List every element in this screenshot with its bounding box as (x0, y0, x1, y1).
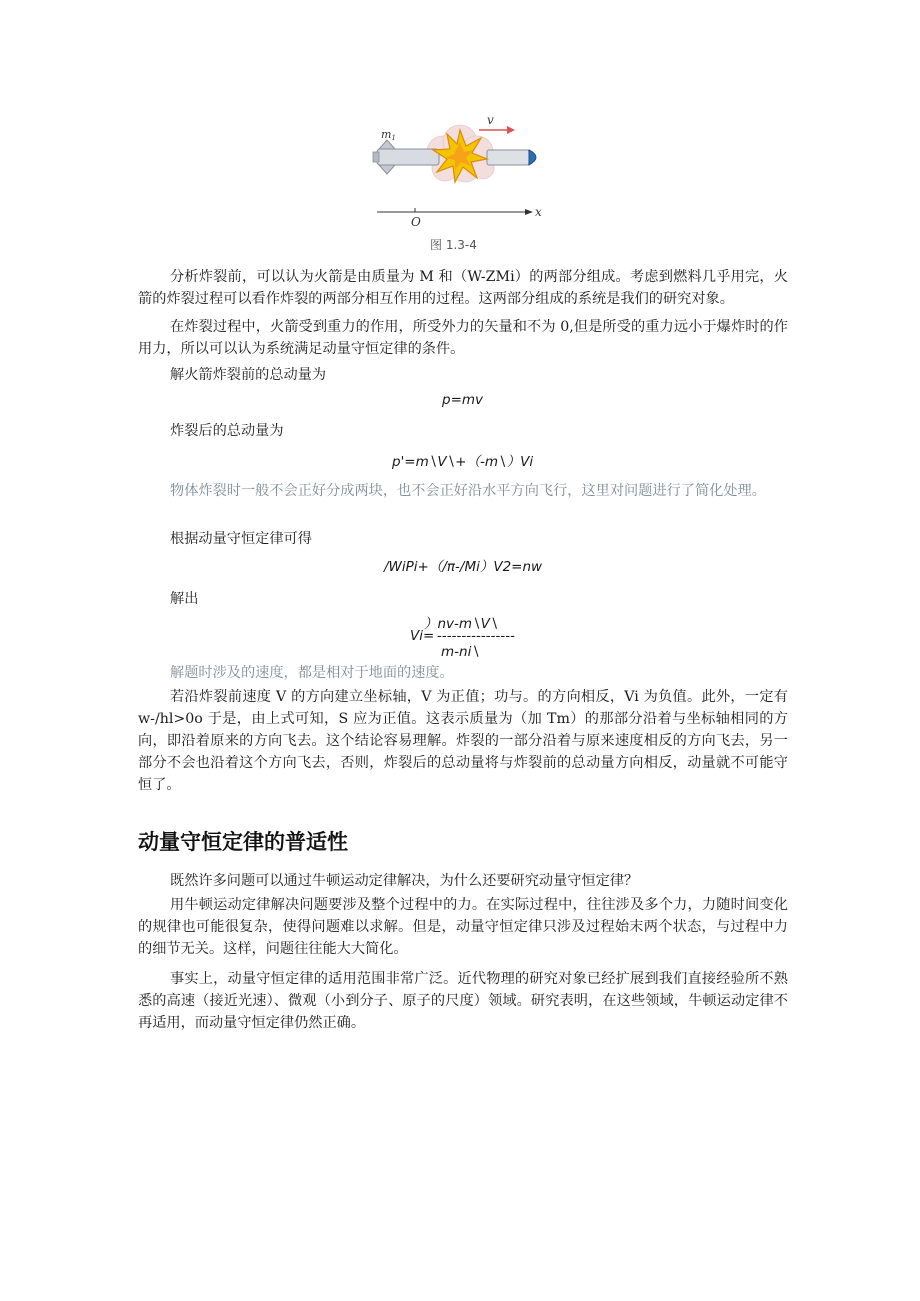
equation-solution-numerator: ）nv-m∖V∖ (424, 616, 499, 632)
velocity-label: v (487, 113, 494, 127)
equation-solution-lhs: Vi= (410, 628, 435, 644)
paragraph-9: 用牛顿运动定律解决问题要涉及整个过程中的力。在实际过程中，往往涉及多个力，力随时间变化的规律也可能很复杂，使得问题难以求解。但是，动量守恒定律只涉及过程始末两个状态，与过程中力的细节无关。这样，问题往往能大大简化。 (138, 897, 788, 957)
rocket-explosion-figure (365, 112, 555, 252)
paragraph-8: 既然许多问题可以通过牛顿运动定律解决，为什么还要研究动量守恒定律？ (170, 873, 639, 889)
equation-conservation: /WiPi+（/π-/Mi）V2=nw (384, 559, 543, 575)
origin-label: O (411, 215, 421, 227)
equation-momentum-after: p'=m∖V∖+（-m∖）Vi (392, 454, 534, 470)
equation-solution-fraction-bar: ---------------- (437, 628, 515, 644)
paragraph-4: 炸裂后的总动量为 (170, 423, 284, 439)
paragraph-10: 事实上，动量守恒定律的适用范围非常广泛。近代物理的研究对象已经扩展到我们直接经验所不熟悉的高速（接近光速）、微观（小到分子、原子的尺度）领域。研究表明，在这些领域，牛顿运动定律不再适用，而动量守恒定律仍然正确。 (138, 971, 788, 1031)
paragraph-5: 根据动量守恒定律可得 (170, 531, 312, 547)
section-heading: 动量守恒定律的普适性 (138, 830, 348, 854)
figure-caption: 图 1.3-4 (430, 238, 477, 252)
paragraph-3: 解火箭炸裂前的总动量为 (170, 367, 327, 383)
paragraph-7: 若沿炸裂前速度 V 的方向建立坐标轴，V 为正值；功与。的方向相反，Vi 为负值。此外，一定有 w-∕hl>0o 于是，由上式可知，S 应为正值。这表示质量为（加 Tm）的那部分沿着与坐标轴相同的方向，即沿着原来的方向飞去。这个结论容易理解。炸裂的一部分沿着与原来速度相反的方向飞去，另一部分不会也沿着这个方向飞去，否则，炸裂后的总动量将与炸裂前的总动量方向相反，动量就不可能守恒了。 (138, 689, 788, 793)
x-axis-label: x (535, 205, 542, 219)
velocity-arrowhead (507, 126, 515, 134)
equation-momentum-before: p=mv (442, 392, 484, 408)
rocket-head-part (487, 150, 536, 165)
paragraph-2: 在炸裂过程中，火箭受到重力的作用，所受外力的矢量和不为 0,但是所受的重力远小于爆炸时的作用力，所以可以认为系统满足动量守恒定律的条件。 (138, 319, 788, 357)
margin-note-simplification: 物体炸裂时一般不会正好分成两块，也不会正好沿水平方向飞行，这里对问题进行了简化处理。 (170, 483, 766, 499)
paragraph-1: 分析炸裂前，可以认为火箭是由质量为 M 和（W-ZMi）的两部分组成。考虑到燃料几乎用完，火箭的炸裂过程可以看作炸裂的两部分相互作用的过程。这两部分组成的系统是我们的研究对象。 (138, 269, 788, 307)
rocket-explosion-diagram (365, 112, 555, 227)
equation-solution-denominator: m-ni∖ (441, 644, 480, 660)
mass-label: m1 (381, 128, 396, 142)
margin-note-velocity: 解题时涉及的速度，都是相对于地面的速度。 (170, 665, 454, 681)
x-axis-arrowhead (525, 209, 533, 215)
paragraph-6: 解出 (170, 591, 199, 607)
